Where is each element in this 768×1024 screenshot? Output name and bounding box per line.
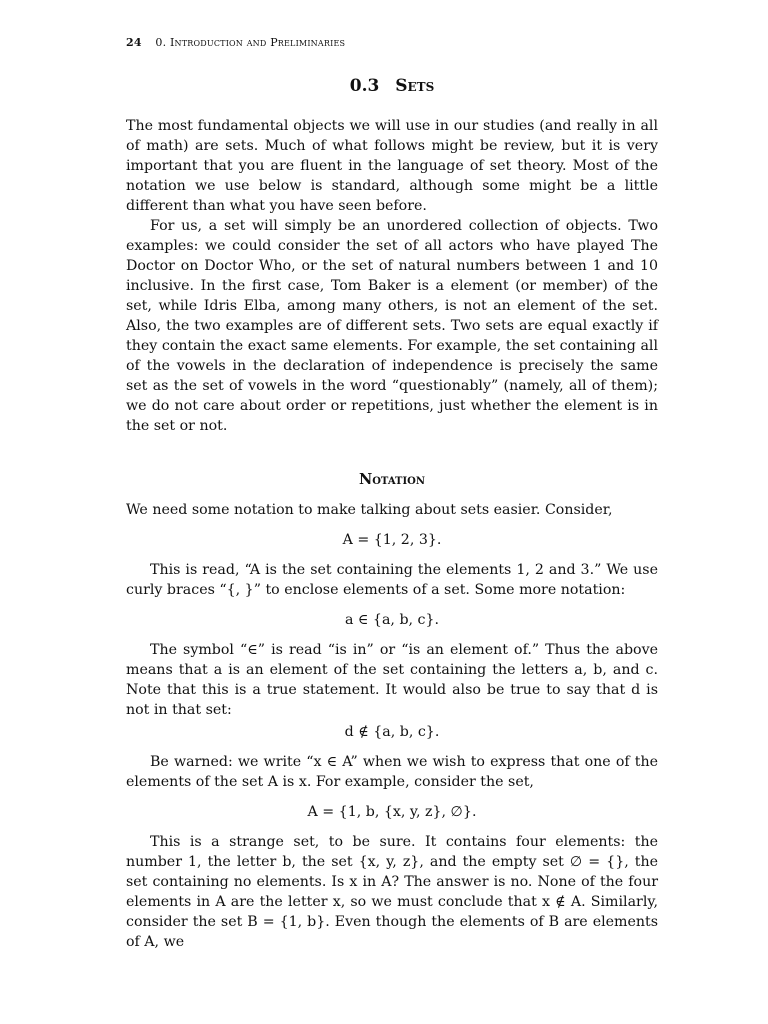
body-text xyxy=(126,116,658,952)
page xyxy=(126,0,658,1024)
paragraph-warning: Be warned: we write “x ∈ A” when we wish to express that one of the elements of the set A is x. For example, consider the set, xyxy=(126,754,658,790)
section-heading xyxy=(126,76,658,96)
paragraph-intro: The most fundamental objects we will use in our studies (and really in all of math) are sets. Much of what follows might be review, but it is very important that you are fluent in the language of set theory. Most of the notation we use below is standard, although some might be a little different than what you have seen before. xyxy=(126,118,658,214)
equation-strange-set: A = {1, b, {x, y, z}, ∅}. xyxy=(307,804,477,820)
paragraph-strange-set: This is a strange set, to be sure. It contains four elements: the number 1, the letter b, the set {x, y, z}, and the empty set ∅ = {}, the set containing no elements. Is x in A? The answer is no. None of the four elements in A are the letter x, so we must conclude that x ∉ A. Similarly, consider the set B = {1, b}. Even though the elements of B are elements of A, we xyxy=(126,834,658,950)
section-title: Sets xyxy=(395,76,435,96)
equation-element-of: a ∈ {a, b, c}. xyxy=(344,612,440,628)
subsection-title: Notation xyxy=(358,471,426,488)
paragraph-notation: We need some notation to make talking about sets easier. Consider, xyxy=(126,502,613,518)
paragraph-definition: For us, a set will simply be an unordered collection of objects. Two examples: we could consider the set of all actors who have played The Doctor on Doctor Who, or the set of natural numbers between 1 and 10 inclusive. In the first case, Tom Baker is a element (or member) of the set, while Idris Elba, among many others, is not an element of the set. Also, the two examples are of different sets. Two sets are equal exactly if they contain the exact same elements. For example, the set containing all of the vowels in the declaration of independence is precisely the same set as the set of vowels in the word “questionably” (namely, all of them); we do not care about order or repetitions, just whether the element is in the set or not. xyxy=(126,218,658,434)
equation-set-a: A = {1, 2, 3}. xyxy=(342,532,442,548)
paragraph-curly-braces: This is read, “A is the set containing the elements 1, 2 and 3.” We use curly braces “{, }” to enclose elements of a set. Some more notation: xyxy=(126,562,658,598)
page-number: 24 xyxy=(126,36,142,49)
paragraph-element-symbol: The symbol “∈” is read “is in” or “is an element of.” Thus the above means that a is an element of the set containing the letters a, b, and c. Note that this is a true statement. It would also be true to say that d is not in that set: xyxy=(126,642,658,718)
chapter-title: 0. Introduction and Preliminaries xyxy=(155,36,346,49)
equation-not-element-of: d ∉ {a, b, c}. xyxy=(344,724,440,740)
running-header xyxy=(126,36,345,49)
section-number: 0.3 xyxy=(349,76,380,96)
